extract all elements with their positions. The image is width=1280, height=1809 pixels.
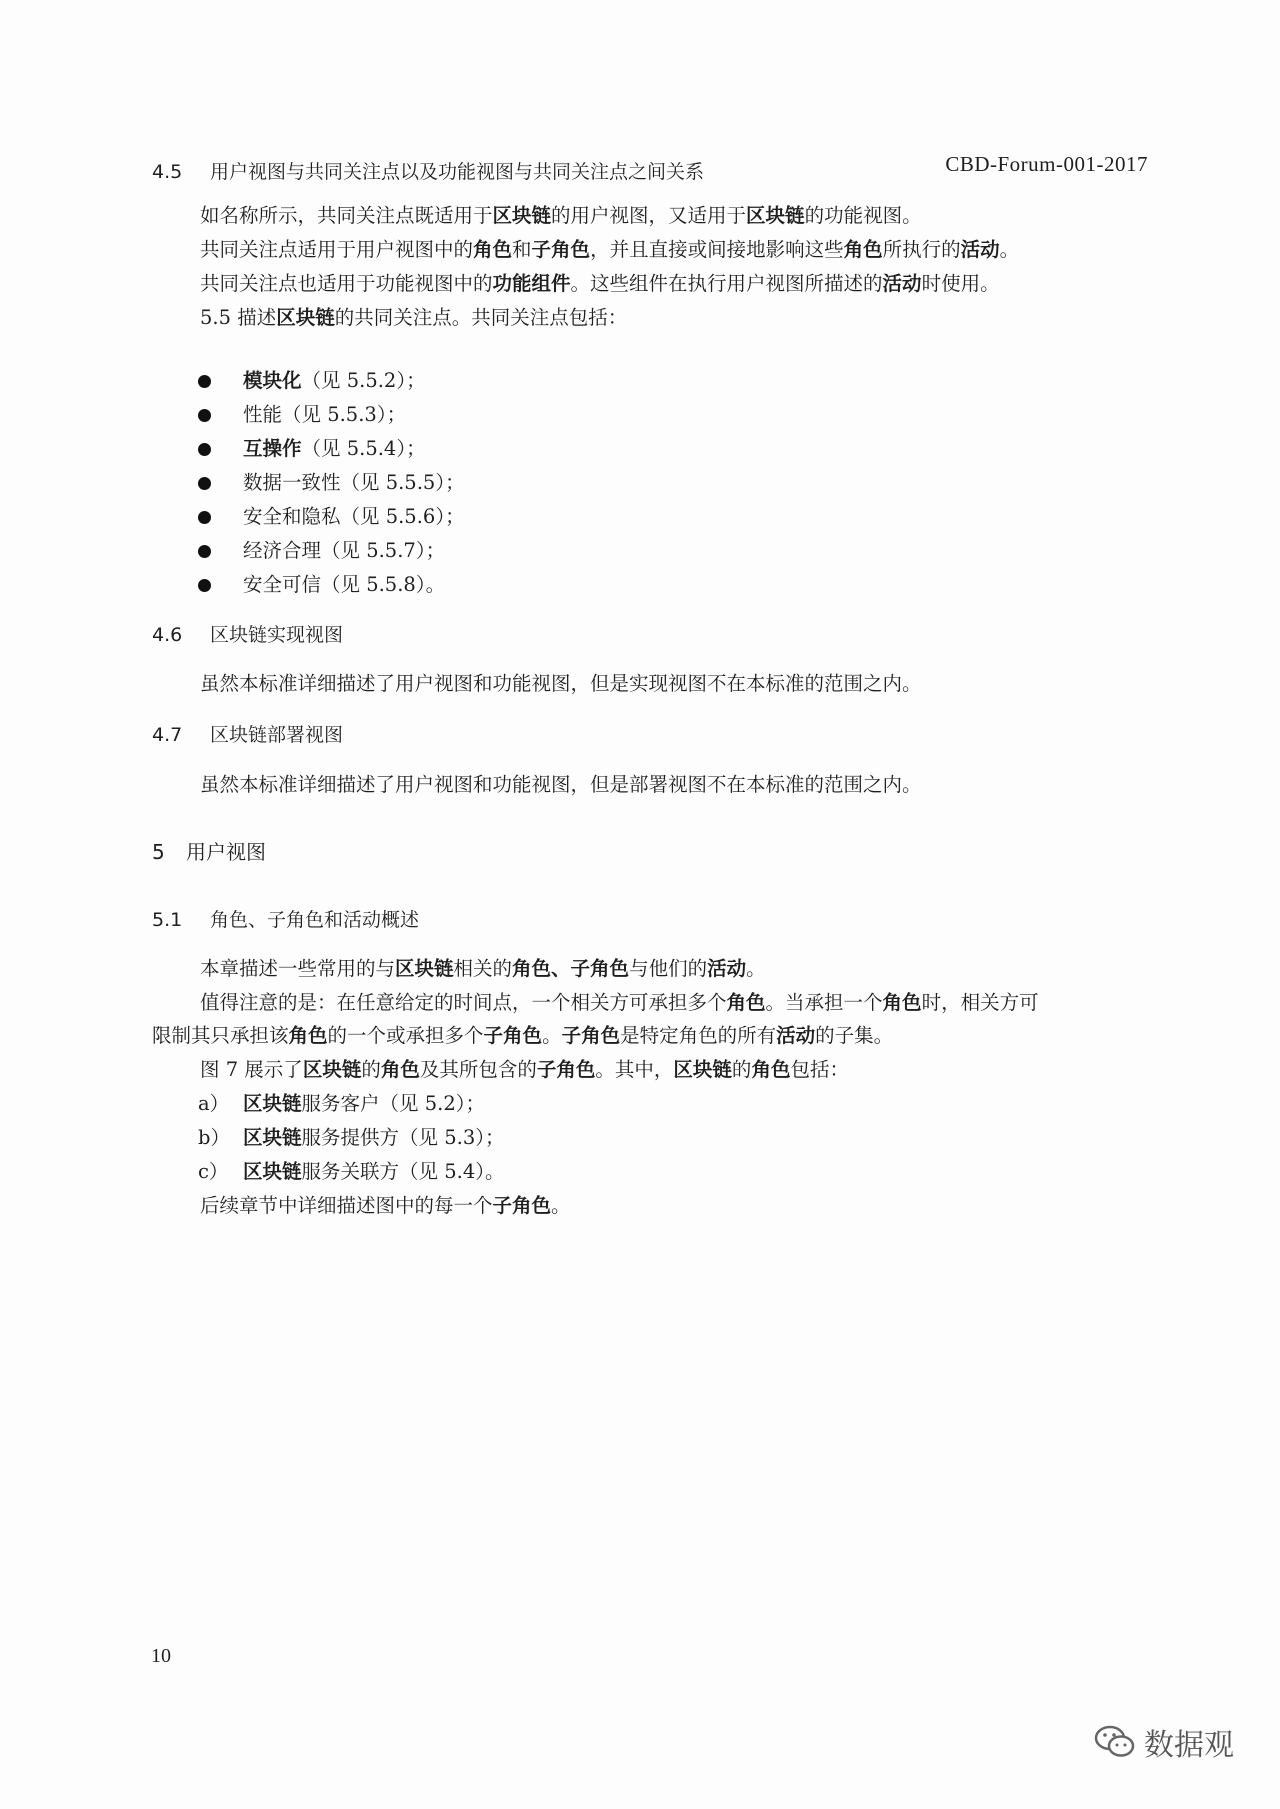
- watermark-text: 数据观: [1144, 1728, 1234, 1763]
- section-4-7-heading: [152, 721, 343, 749]
- section-title: 区块链实现视图: [210, 624, 344, 646]
- document-code: CBD-Forum-001-2017: [945, 152, 1148, 176]
- paragraph: 后续章节中详细描述图中的每一个子角色。: [200, 1194, 571, 1217]
- section-number: 4.5: [152, 161, 183, 183]
- bullet-icon: [198, 409, 211, 422]
- chapter-title: 用户视图: [186, 840, 266, 864]
- bullet-icon: [198, 545, 211, 558]
- chapter-number: 5: [152, 840, 165, 864]
- bullet-icon: [198, 511, 211, 524]
- section-title: 角色、子角色和活动概述: [210, 909, 420, 931]
- paragraph: 共同关注点也适用于功能视图中的功能组件。这些组件在执行用户视图所描述的活动时使用。: [200, 272, 1000, 295]
- list-item: 模块化（见 5.5.2）；: [243, 369, 426, 392]
- list-item: 安全可信（见 5.5.8）。: [243, 573, 446, 596]
- section-5-1-heading: [152, 906, 419, 934]
- bullet-icon: [198, 443, 211, 456]
- paragraph: 如名称所示，共同关注点既适用于区块链的用户视图，又适用于区块链的功能视图。: [200, 204, 922, 227]
- list-item: 区块链服务提供方（见 5.3）；: [243, 1126, 505, 1149]
- section-title: 区块链部署视图: [210, 724, 344, 746]
- chapter-5-heading: [152, 838, 266, 866]
- list-item: 性能（见 5.5.3）；: [243, 403, 407, 426]
- section-title: 用户视图与共同关注点以及功能视图与共同关注点之间关系: [210, 161, 705, 183]
- paragraph: 限制其只承担该角色的一个或承担多个子角色。子角色是特定角色的所有活动的子集。: [152, 1024, 894, 1047]
- bullet-icon: [198, 579, 211, 592]
- section-4-5-heading: [152, 158, 704, 186]
- paragraph: 5.5 描述区块链的共同关注点。共同关注点包括：: [200, 306, 628, 329]
- list-marker: b）: [198, 1126, 230, 1149]
- list-item: 数据一致性（见 5.5.5）；: [243, 471, 465, 494]
- list-marker: c）: [198, 1160, 229, 1183]
- section-4-6-heading: [152, 621, 343, 649]
- paragraph: 虽然本标准详细描述了用户视图和功能视图，但是实现视图不在本标准的范围之内。: [200, 672, 922, 695]
- section-number: 4.6: [152, 624, 183, 646]
- paragraph: 值得注意的是：在任意给定的时间点，一个相关方可承担多个角色。当承担一个角色时，相关方可: [200, 991, 1039, 1014]
- paragraph: 图 7 展示了区块链的角色及其所包含的子角色。其中，区块链的角色包括：: [200, 1058, 849, 1081]
- list-item: 区块链服务关联方（见 5.4）。: [243, 1160, 505, 1183]
- section-number: 5.1: [152, 909, 183, 931]
- list-marker: a）: [198, 1092, 230, 1115]
- paragraph: 共同关注点适用于用户视图中的角色和子角色，并且直接或间接地影响这些角色所执行的活动。: [200, 238, 1020, 261]
- page-number: 10: [151, 1645, 171, 1667]
- paragraph: 本章描述一些常用的与区块链相关的角色、子角色与他们的活动。: [200, 957, 766, 980]
- list-item: 安全和隐私（见 5.5.6）；: [243, 505, 465, 528]
- list-item: 区块链服务客户（见 5.2）；: [243, 1092, 485, 1115]
- paragraph: 虽然本标准详细描述了用户视图和功能视图，但是部署视图不在本标准的范围之内。: [200, 773, 922, 796]
- list-item: 互操作（见 5.5.4）；: [243, 437, 426, 460]
- section-number: 4.7: [152, 724, 183, 746]
- bullet-icon: [198, 477, 211, 490]
- watermark: [1094, 1720, 1234, 1764]
- bullet-icon: [198, 375, 211, 388]
- list-item: 经济合理（见 5.5.7）；: [243, 539, 446, 562]
- wechat-icon: [1094, 1724, 1136, 1760]
